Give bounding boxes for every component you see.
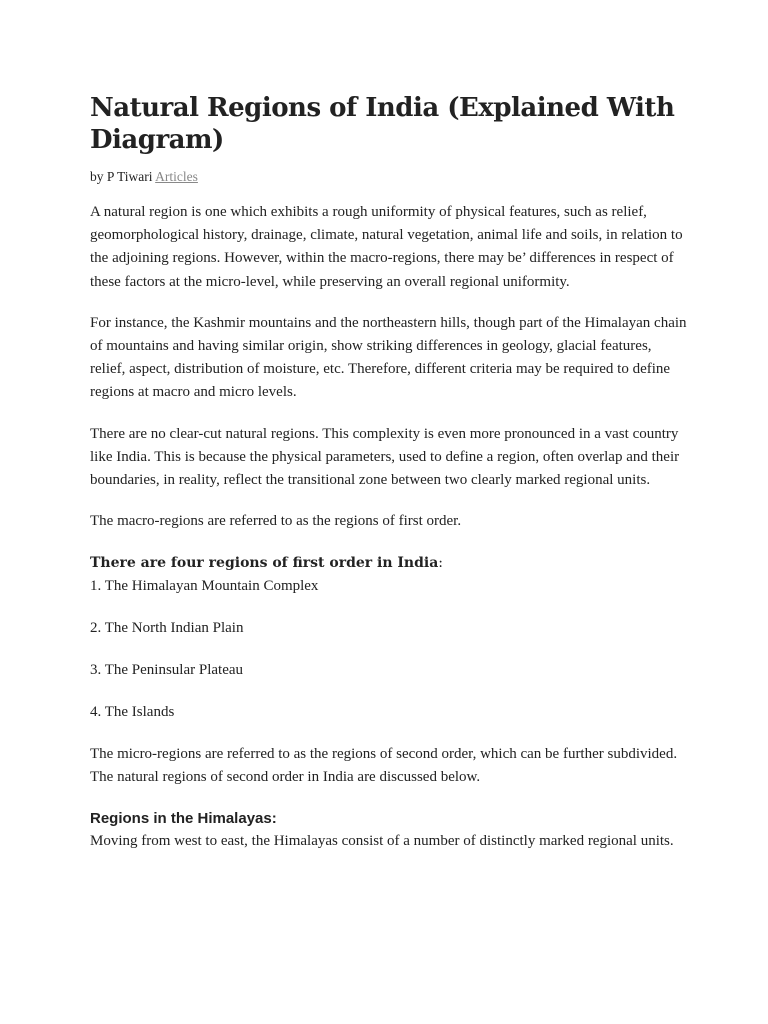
category-link-articles[interactable]: Articles [155,169,198,184]
article-body [90,201,690,871]
region-item-north-plain: 2. The North Indian Plain [90,620,244,637]
first-order-lead [90,551,690,575]
region-item-islands: 4. The Islands [90,703,175,720]
kashmir-paragraph: For instance, the Kashmir mountains and the northeastern hills, though part of the Himalayan chain of mountains and having similar origin, show striking differences in geology, glacial features, relief, aspect, distribution of moisture, etc. Therefore, different criteria may be required to define regions at macro and micro levels. [90,314,687,401]
intro-paragraph: A natural region is one which exhibits a rough uniformity of physical features, such as relief, geomorphological history, drainage, climate, natural vegetation, animal life and soils, in relation to the adjoining regions. However, within the macro-regions, there may be’ differences in respect of these factors at the micro-level, while preserving an overall regional uniformity. [90,204,683,290]
author-name: by P Tiwari [90,169,153,184]
region-item-himalayan: 1. The Himalayan Mountain Complex [90,578,319,595]
first-order-lead-text: There are four regions of first order in India [90,555,439,572]
first-order-lead-colon: : [438,555,444,572]
region-item-peninsular: 3. The Peninsular Plateau [90,662,244,679]
second-order-paragraph: The micro-regions are referred to as the regions of second order, which can be further subdivided. The natural regions of second order in India are discussed below. [90,745,678,785]
macro-regions-paragraph: The macro-regions are referred to as the regions of first order. [90,513,462,530]
himalaya-paragraph: Moving from west to east, the Himalayas consist of a number of distinctly marked regional units. [90,833,674,850]
complexity-paragraph: There are no clear-cut natural regions. This complexity is even more pronounced in a vast country like India. This is because the physical parameters, used to define a region, often overlap and their boundaries, in reality, reflect the transitional zone between two clearly marked regional units. [90,425,680,489]
article-title: Natural Regions of India (Explained With Diagram) [90,93,675,155]
byline [90,169,198,185]
himalaya-section-heading: Regions in the Himalayas: [90,810,277,828]
